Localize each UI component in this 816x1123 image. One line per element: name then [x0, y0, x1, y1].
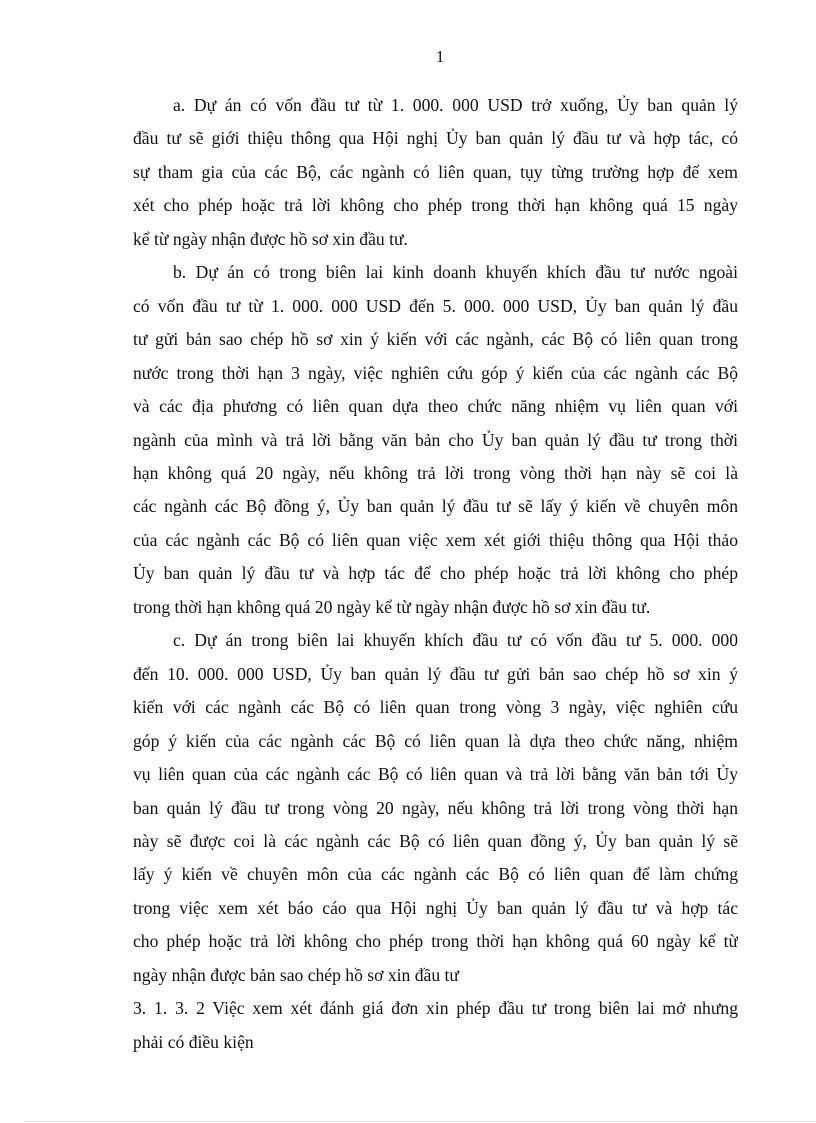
text-line: a. Dự án có vốn đầu tư từ 1. 000. 000 USD trở xuống, Ủy ban quản lý — [173, 95, 738, 115]
text-line: đầu tư sẽ giới thiệu thông qua Hội nghị Ủy ban quản lý đầu tư và hợp tác, có — [133, 128, 738, 149]
text-line: các ngành các Bộ đồng ý, Ủy ban quản lý đầu tư sẽ lấy ý kiến về chuyên môn — [133, 496, 738, 517]
text-line: 3. 1. 3. 2 Việc xem xét đánh giá đơn xin phép đầu tư trong biên lai mở nhưng — [133, 998, 738, 1019]
document-body — [133, 89, 738, 1059]
text-line: trong thời hạn không quá 20 ngày kể từ ngày nhận được hồ sơ xin đầu tư. — [133, 596, 651, 617]
text-line: vụ liên quan của các ngành các Bộ có liên quan và trả lời bằng văn bản tới Ủy — [133, 764, 738, 785]
paragraph — [133, 89, 738, 256]
text-line: cho phép hoặc trả lời không cho phép trong thời hạn không quá 60 ngày kể từ — [133, 931, 738, 952]
paragraph — [133, 624, 738, 992]
text-line: hạn không quá 20 ngày, nếu không trả lời trong vòng thời hạn này sẽ coi là — [133, 462, 738, 483]
text-line: tư gửi bản sao chép hồ sơ xin ý kiến với các ngành, các Bộ có liên quan trong — [133, 329, 738, 350]
text-line: của các ngành các Bộ có liên quan việc xem xét giới thiệu thông qua Hội thảo — [133, 529, 738, 550]
text-line: lấy ý kiến về chuyên môn của các ngành các Bộ có liên quan để làm chứng — [133, 864, 738, 885]
text-line: xét cho phép hoặc trả lời không cho phép trong thời hạn không quá 15 ngày — [133, 195, 738, 216]
text-line: ngành của mình và trả lời bằng văn bản cho Ủy ban quản lý đầu tư trong thời — [133, 429, 738, 450]
text-line: ban quản lý đầu tư trong vòng 20 ngày, nếu không trả lời trong vòng thời hạn — [133, 797, 738, 818]
text-line: Ủy ban quản lý đầu tư và hợp tác để cho phép hoặc trả lời không cho phép — [133, 563, 738, 584]
text-line: phải có điều kiện — [133, 1031, 254, 1052]
text-line: kiến với các ngành các Bộ có liên quan trong vòng 3 ngày, việc nghiên cứu — [133, 697, 738, 718]
text-line: có vốn đầu tư từ 1. 000. 000 USD đến 5. 000. 000 USD, Ủy ban quản lý đầu — [133, 295, 738, 316]
page-bottom-divider — [25, 1121, 816, 1122]
text-line: sự tham gia của các Bộ, các ngành có liên quan, tụy từng trường hợp để xem — [133, 161, 738, 182]
text-line: kể từ ngày nhận được hồ sơ xin đầu tư. — [133, 228, 408, 249]
paragraph — [133, 256, 738, 624]
text-line: trong việc xem xét báo cáo qua Hội nghị Ủy ban quản lý đầu tư và hợp tác — [133, 897, 738, 918]
text-line: và các địa phương có liên quan dựa theo chức năng nhiệm vụ liên quan với — [133, 396, 738, 417]
text-line: này sẽ được coi là các ngành các Bộ có liên quan đồng ý, Ủy ban quản lý sẽ — [133, 830, 738, 851]
section-heading — [133, 992, 738, 1059]
text-line: nước trong thời hạn 3 ngày, việc nghiên cứu góp ý kiến của các ngành các Bộ — [133, 362, 738, 383]
text-line: góp ý kiến của các ngành các Bộ có liên quan là dựa theo chức năng, nhiệm — [133, 730, 738, 751]
text-line: ngày nhận được bản sao chép hồ sơ xin đầu tư — [133, 964, 459, 985]
page-number: 1 — [435, 47, 445, 66]
text-line: b. Dự án có trong biên lai kinh doanh khuyến khích đầu tư nước ngoài — [173, 262, 738, 283]
text-line: đến 10. 000. 000 USD, Ủy ban quản lý đầu tư gửi bản sao chép hồ sơ xin ý — [133, 663, 738, 684]
text-line: c. Dự án trong biên lai khuyến khích đầu tư có vốn đầu tư 5. 000. 000 — [173, 630, 738, 651]
